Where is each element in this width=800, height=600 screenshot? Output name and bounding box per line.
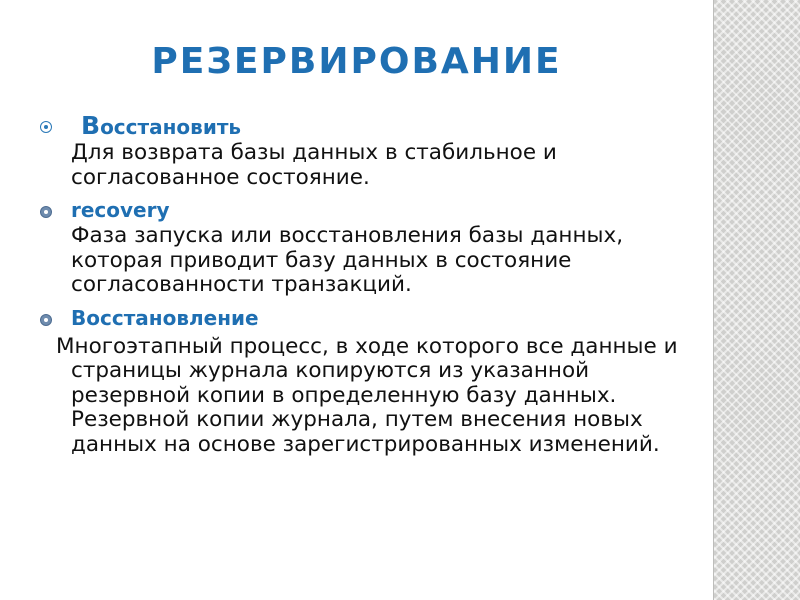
list-item <box>40 112 680 190</box>
item-heading <box>71 112 680 141</box>
decorative-side-panel <box>713 0 800 600</box>
list-item <box>40 197 680 298</box>
body-paragraph: Многоэтапный процесс, в ходе которого все данные и страницы журнала копируются из указанной резервной копии в определенную базу данных. Резервной копии журнала, путем внесения новых данных на основе зарегистрированных изменений. <box>56 333 678 457</box>
slide-content <box>40 112 680 457</box>
slide-title: РЕЗЕРВИРОВАНИЕ <box>151 41 562 82</box>
filled-circle-bullet-icon <box>40 206 52 218</box>
item-description: Для возврата базы данных в стабильное и согласованное состояние. <box>71 140 557 190</box>
filled-circle-bullet-icon <box>40 314 52 326</box>
item-description: Фаза запуска или восстановления базы данных, которая приводит базу данных в состояние согласованности транзакций. <box>71 223 624 297</box>
circle-bullet-icon <box>40 121 52 133</box>
list-item <box>40 305 680 332</box>
item-heading: recovery <box>71 198 170 222</box>
item-heading: Восстановление <box>71 305 259 330</box>
heading-rest: осстановить <box>100 115 242 139</box>
heading-initial-letter: В <box>81 111 101 140</box>
